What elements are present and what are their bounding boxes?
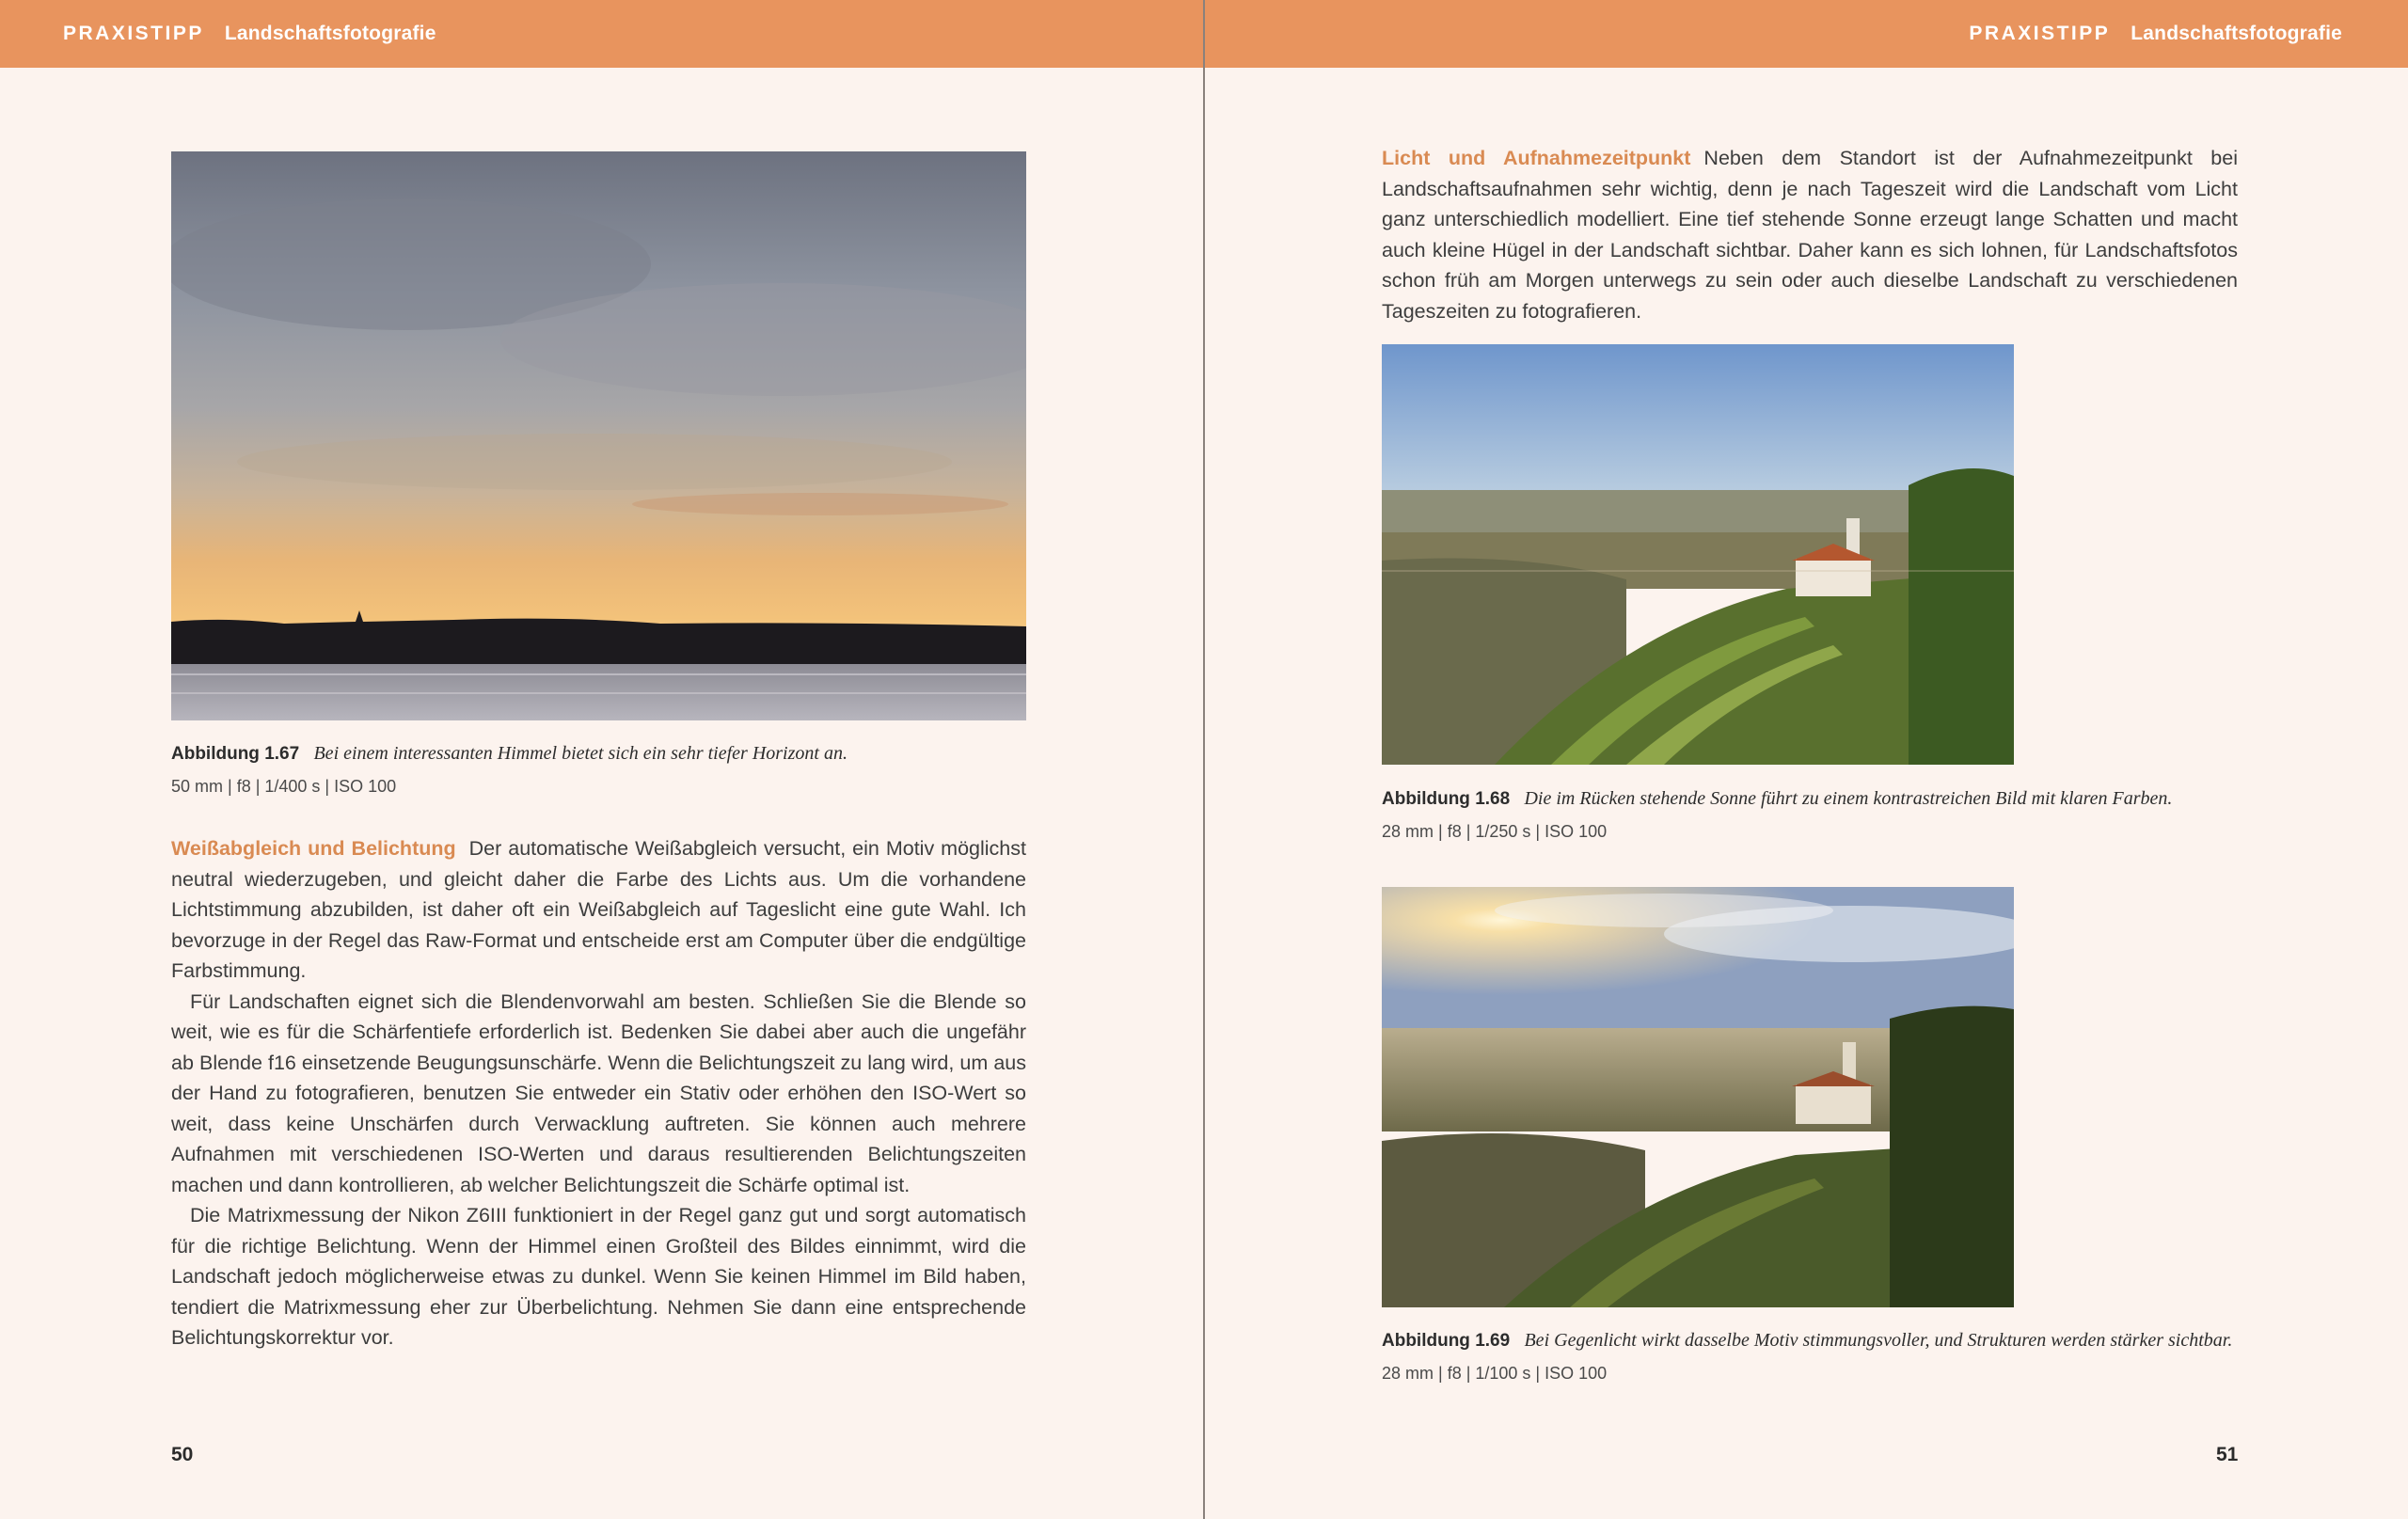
header-kicker: PRAXISTIPP xyxy=(1969,23,2111,44)
figure-specs: 28 mm | f8 | 1/250 s | ISO 100 xyxy=(1382,822,1608,841)
figure-number: Abbildung 1.68 xyxy=(1382,789,1511,809)
header-topic: Landschaftsfotografie xyxy=(2131,23,2342,44)
section-lead: Licht und Aufnahmezeitpunkt xyxy=(1382,147,1691,169)
figure-specs: 28 mm | f8 | 1/100 s | ISO 100 xyxy=(1382,1364,1608,1383)
running-header-right xyxy=(1205,0,2408,68)
page-number: 50 xyxy=(171,1444,194,1465)
figure-specs: 50 mm | f8 | 1/400 s | ISO 100 xyxy=(171,777,397,796)
photo-sunset-horizon xyxy=(171,151,1026,720)
left-page xyxy=(0,0,1203,1519)
figure-caption-text: Die im Rücken stehende Sonne führt zu einem kontrastreichen Bild mit klaren Farben. xyxy=(1524,788,2173,809)
running-header-left xyxy=(0,0,1203,68)
photo-village-daylight xyxy=(1382,344,2014,765)
section-lead: Weißabgleich und Belichtung xyxy=(171,837,456,860)
paragraph: Für Landschaften eignet sich die Blendenvorwahl am besten. Schließen Sie die Blende so weit, wie es für die Schärfentiefe erforderlich ist. Bedenken Sie dabei aber auch die ungefähr ab Blende f16 einsetzende Beugungsunschärfe. Wenn die Belichtungszeit zu lang wird, um aus der Hand zu fotografieren, benutzen Sie entweder ein Stativ oder erhöhen den ISO-Wert so weit, dass keine Unschärfen durch Verwacklung auftreten. Sie können auch mehrere Aufnahmen mit verschiedenen ISO-Werten und daraus resultierenden Belichtungszeiten machen und dann kontrollieren, ab welcher Belichtungszeit die Schärfe optimal ist. xyxy=(171,989,1026,1196)
paragraph-text: Der automatische Weißabgleich versucht, ein Motiv möglichst neutral wiederzugeben, und gleicht daher die Farbe des Lichts aus. Um die vorhandene Lichtstimmung abzubilden, ist daher oft ein Weißabgleich auf Tageslicht eine gute Wahl. Ich bevorzuge in der Regel das Raw-Format und entscheide erst am Computer über die endgültige Farbstimmung. xyxy=(171,837,1026,982)
figure-caption xyxy=(171,741,848,767)
paragraph xyxy=(1382,143,2238,326)
figure-number: Abbildung 1.67 xyxy=(171,744,300,764)
figure-caption-text: Bei Gegenlicht wirkt dasselbe Motiv stimmungsvoller, und Strukturen werden stärker sichtbar. xyxy=(1524,1330,2233,1351)
right-page xyxy=(1205,0,2408,1519)
body-text-right xyxy=(1382,143,2238,326)
body-text-left xyxy=(171,833,1026,1353)
header-kicker: PRAXISTIPP xyxy=(63,23,204,44)
header-topic: Landschaftsfotografie xyxy=(224,23,436,44)
paragraph xyxy=(171,833,1026,987)
figure-caption xyxy=(1382,1328,2232,1353)
paragraph-text: Neben dem Standort ist der Aufnahmezeitpunkt bei Landschaftsaufnahmen sehr wichtig, denn je nach Tageszeit wird die Landschaft vom Licht ganz unterschiedlich modelliert. Eine tief stehende Sonne erzeugt lange Schatten und macht auch kleine Hügel in der Landschaft sichtbar. Daher kann es sich lohnen, für Landschaftsfotos schon früh am Morgen unterwegs zu sein oder auch dieselbe Landschaft zu verschiedenen Tageszeiten zu fotografieren. xyxy=(1382,147,2238,323)
figure-caption xyxy=(1382,786,2172,812)
figure-caption-text: Bei einem interessanten Himmel bietet sich ein sehr tiefer Horizont an. xyxy=(313,743,848,764)
paragraph: Die Matrixmessung der Nikon Z6III funktioniert in der Regel ganz gut und sorgt automatisch für die richtige Belichtung. Wenn der Himmel einen Großteil des Bildes einnimmt, wird die Landschaft jedoch möglicherweise etwas zu dunkel. Wenn Sie keinen Himmel im Bild haben, tendiert die Matrixmessung eher zur Überbelichtung. Nehmen Sie dann eine entsprechende Belichtungskorrektur vor. xyxy=(171,1204,1026,1349)
photo-village-backlight xyxy=(1382,887,2014,1307)
figure-number: Abbildung 1.69 xyxy=(1382,1331,1511,1351)
page-number: 51 xyxy=(2216,1444,2239,1465)
